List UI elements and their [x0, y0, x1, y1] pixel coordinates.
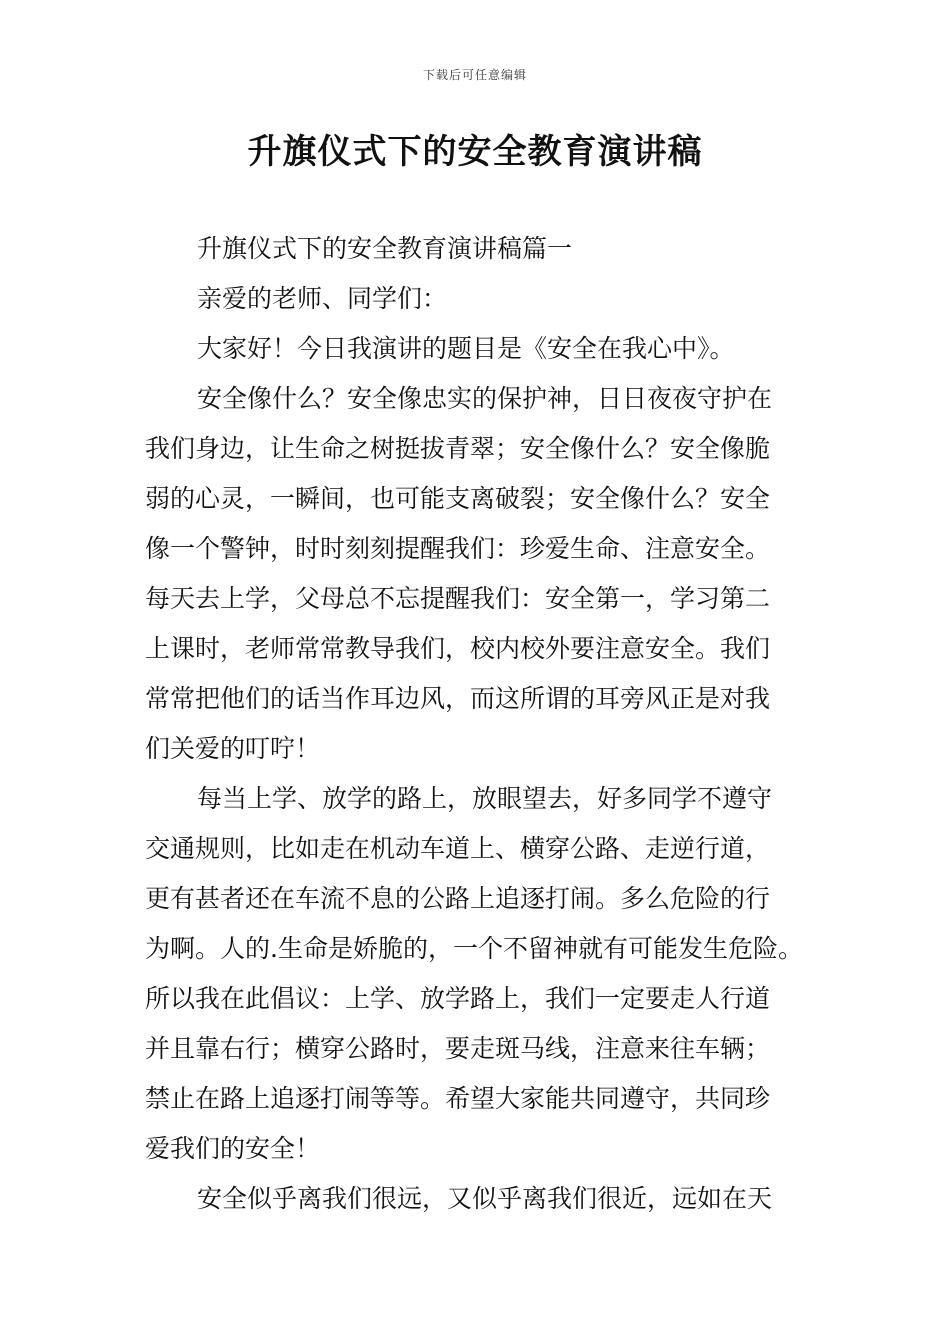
paragraph-line: 像一个警钟，时时刻刻提醒我们：珍爱生命、注意安全。 [145, 534, 771, 563]
paragraph-line: 爱我们的安全！ [145, 1134, 321, 1163]
paragraph-line: 上课时，老师常常教导我们，校内校外要注意安全。我们 [145, 634, 771, 663]
paragraph-line: 所以我在此倡议：上学、放学路上，我们一定要走人行道 [145, 984, 771, 1013]
greeting-line: 大家好！今日我演讲的题目是《安全在我心中》。 [197, 334, 735, 363]
paragraph-line: 每当上学、放学的路上，放眼望去，好多同学不遵守 [197, 784, 773, 813]
paragraph-line: 我们身边，让生命之树挺拔青翠；安全像什么？安全像脆 [145, 434, 771, 463]
paragraph-line: 更有甚者还在车流不息的公路上追逐打闹。多么危险的行 [145, 884, 771, 913]
paragraph-line: 每天去上学，父母总不忘提醒我们：安全第一，学习第二 [145, 584, 771, 613]
header-note: 下载后可任意编辑 [422, 68, 527, 82]
document-body [145, 224, 825, 1224]
paragraph-line: 常常把他们的话当作耳边风，而这所谓的耳旁风正是对我 [145, 684, 771, 713]
salutation: 亲爱的老师、同学们： [197, 284, 448, 313]
document-title: 升旗仪式下的安全教育演讲稿 [247, 132, 703, 172]
paragraph-line: 安全似乎离我们很远，又似乎离我们很近，远如在天 [197, 1184, 773, 1213]
paragraph-line: 交通规则，比如走在机动车道上、横穿公路、走逆行道， [145, 834, 771, 863]
paragraph-line: 禁止在路上追逐打闹等等。希望大家能共同遵守，共同珍 [145, 1084, 771, 1113]
paragraph-line: 们关爱的叮咛！ [145, 734, 321, 763]
paragraph-line: 为啊。人的.生命是娇脆的，一个不留神就有可能发生危险。 [145, 934, 803, 963]
paragraph-line: 弱的心灵，一瞬间，也可能支离破裂；安全像什么？安全 [145, 484, 771, 513]
paragraph-line: 并且靠右行；横穿公路时，要走斑马线，注意来往车辆； [145, 1034, 771, 1063]
paragraph-line: 安全像什么？安全像忠实的保护神，日日夜夜守护在 [197, 384, 773, 413]
section-heading: 升旗仪式下的安全教育演讲稿篇一 [197, 234, 573, 263]
